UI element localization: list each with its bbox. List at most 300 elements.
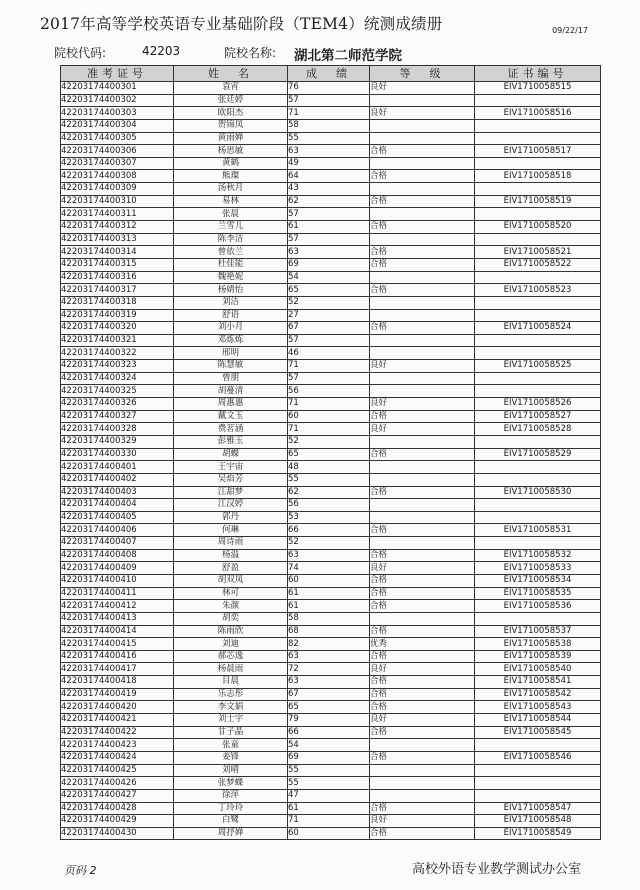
certificate-cell: EIV1710058546 xyxy=(475,751,601,764)
level-cell: 合格 xyxy=(370,587,475,600)
certificate-cell: EIV1710058523 xyxy=(475,284,601,297)
table-row xyxy=(61,524,601,537)
exam-id-cell: 42203174400409 xyxy=(61,562,174,575)
column-header-score: 成 绩 xyxy=(288,66,370,82)
table-row xyxy=(61,246,601,259)
score-cell: 71 xyxy=(288,360,370,373)
print-date: 09/22/17 xyxy=(552,26,588,35)
certificate-cell xyxy=(475,347,601,360)
score-cell: 61 xyxy=(288,600,370,613)
student-name-cell: 朱颜 xyxy=(174,600,288,613)
student-name-cell: 张梦蝶 xyxy=(174,777,288,790)
exam-id-cell: 42203174400301 xyxy=(61,82,174,95)
score-cell: 71 xyxy=(288,423,370,436)
certificate-cell: EIV1710058541 xyxy=(475,676,601,689)
table-row xyxy=(61,638,601,651)
student-name-cell: 王宇宙 xyxy=(174,461,288,474)
certificate-cell: EIV1710058526 xyxy=(475,398,601,411)
certificate-cell xyxy=(475,132,601,145)
exam-id-cell: 42203174400309 xyxy=(61,183,174,196)
level-cell: 合格 xyxy=(370,258,475,271)
certificate-cell: EIV1710058527 xyxy=(475,410,601,423)
student-name-cell: 胡蝶 xyxy=(174,448,288,461)
student-name-cell: 甘子晶 xyxy=(174,726,288,739)
level-cell xyxy=(370,739,475,752)
certificate-cell: EIV1710058516 xyxy=(475,107,601,120)
certificate-cell: EIV1710058529 xyxy=(475,448,601,461)
score-cell: 82 xyxy=(288,638,370,651)
certificate-cell: EIV1710058531 xyxy=(475,524,601,537)
certificate-cell: EIV1710058547 xyxy=(475,802,601,815)
student-name-cell: 欧阳杰 xyxy=(174,107,288,120)
score-cell: 55 xyxy=(288,132,370,145)
table-row xyxy=(61,435,601,448)
exam-id-cell: 42203174400407 xyxy=(61,537,174,550)
level-cell xyxy=(370,764,475,777)
level-cell: 合格 xyxy=(370,410,475,423)
table-row xyxy=(61,183,601,196)
certificate-cell xyxy=(475,119,601,132)
certificate-cell xyxy=(475,372,601,385)
student-name-cell: 魏艳妮 xyxy=(174,271,288,284)
level-cell: 良好 xyxy=(370,107,475,120)
student-name-cell: 刘洁 xyxy=(174,296,288,309)
table-row xyxy=(61,258,601,271)
exam-id-cell: 42203174400426 xyxy=(61,777,174,790)
score-cell: 71 xyxy=(288,398,370,411)
certificate-cell: EIV1710058530 xyxy=(475,486,601,499)
exam-id-cell: 42203174400406 xyxy=(61,524,174,537)
score-cell: 63 xyxy=(288,650,370,663)
student-name-cell: 舒盈 xyxy=(174,562,288,575)
table-row xyxy=(61,789,601,802)
level-cell: 合格 xyxy=(370,170,475,183)
certificate-cell: EIV1710058543 xyxy=(475,701,601,714)
school-code-label: 院校代码: xyxy=(54,46,107,60)
score-cell: 43 xyxy=(288,183,370,196)
exam-id-cell: 42203174400412 xyxy=(61,600,174,613)
level-cell xyxy=(370,309,475,322)
student-name-cell: 林可 xyxy=(174,587,288,600)
certificate-cell xyxy=(475,208,601,221)
exam-id-cell: 42203174400320 xyxy=(61,322,174,335)
table-row xyxy=(61,334,601,347)
certificate-cell: EIV1710058538 xyxy=(475,638,601,651)
score-cell: 61 xyxy=(288,802,370,815)
table-row xyxy=(61,284,601,297)
student-name-cell: 刘迪 xyxy=(174,638,288,651)
level-cell xyxy=(370,157,475,170)
exam-id-cell: 42203174400330 xyxy=(61,448,174,461)
exam-id-cell: 42203174400310 xyxy=(61,195,174,208)
level-cell: 合格 xyxy=(370,650,475,663)
score-cell: 60 xyxy=(288,827,370,840)
table-row xyxy=(61,549,601,562)
table-row xyxy=(61,157,601,170)
level-cell: 良好 xyxy=(370,360,475,373)
level-cell xyxy=(370,119,475,132)
exam-id-cell: 42203174400324 xyxy=(61,372,174,385)
student-name-cell: 贺锦凤 xyxy=(174,119,288,132)
table-row xyxy=(61,107,601,120)
score-cell: 69 xyxy=(288,258,370,271)
student-name-cell: 张童 xyxy=(174,739,288,752)
level-cell xyxy=(370,233,475,246)
table-row xyxy=(61,145,601,158)
exam-id-cell: 42203174400421 xyxy=(61,714,174,727)
certificate-cell xyxy=(475,94,601,107)
exam-id-cell: 42203174400430 xyxy=(61,827,174,840)
score-cell: 52 xyxy=(288,537,370,550)
student-name-cell: 彭雅玉 xyxy=(174,435,288,448)
score-cell: 54 xyxy=(288,739,370,752)
student-name-cell: 乐志彤 xyxy=(174,688,288,701)
score-cell: 65 xyxy=(288,284,370,297)
certificate-cell: EIV1710058515 xyxy=(475,82,601,95)
score-cell: 55 xyxy=(288,777,370,790)
student-name-cell: 杨溢 xyxy=(174,549,288,562)
student-name-cell: 杨婧怡 xyxy=(174,284,288,297)
exam-id-cell: 42203174400303 xyxy=(61,107,174,120)
table-row xyxy=(61,195,601,208)
level-cell: 良好 xyxy=(370,714,475,727)
student-name-cell: 姜锋 xyxy=(174,751,288,764)
student-name-cell: 胡奕 xyxy=(174,612,288,625)
exam-id-cell: 42203174400410 xyxy=(61,574,174,587)
school-code: 42203 xyxy=(142,44,181,58)
score-cell: 67 xyxy=(288,322,370,335)
level-cell: 合格 xyxy=(370,284,475,297)
level-cell xyxy=(370,612,475,625)
score-cell: 76 xyxy=(288,82,370,95)
exam-id-cell: 42203174400427 xyxy=(61,789,174,802)
table-row xyxy=(61,499,601,512)
score-cell: 57 xyxy=(288,208,370,221)
score-cell: 63 xyxy=(288,145,370,158)
student-name-cell: 曾依兰 xyxy=(174,246,288,259)
certificate-cell: EIV1710058532 xyxy=(475,549,601,562)
student-name-cell: 曾朋 xyxy=(174,372,288,385)
exam-id-cell: 42203174400408 xyxy=(61,549,174,562)
level-cell: 合格 xyxy=(370,246,475,259)
student-name-cell: 陈慧敏 xyxy=(174,360,288,373)
table-row xyxy=(61,537,601,550)
score-cell: 57 xyxy=(288,233,370,246)
score-cell: 58 xyxy=(288,119,370,132)
level-cell: 合格 xyxy=(370,726,475,739)
score-cell: 71 xyxy=(288,815,370,828)
score-cell: 60 xyxy=(288,410,370,423)
table-row xyxy=(61,296,601,309)
certificate-cell: EIV1710058534 xyxy=(475,574,601,587)
exam-id-cell: 42203174400313 xyxy=(61,233,174,246)
table-header-row xyxy=(61,66,601,82)
score-cell: 69 xyxy=(288,751,370,764)
student-name-cell: 邓炼炼 xyxy=(174,334,288,347)
score-cell: 56 xyxy=(288,499,370,512)
score-cell: 52 xyxy=(288,435,370,448)
table-row xyxy=(61,574,601,587)
grades-table xyxy=(60,65,601,840)
level-cell xyxy=(370,372,475,385)
exam-id-cell: 42203174400319 xyxy=(61,309,174,322)
table-row xyxy=(61,751,601,764)
score-cell: 58 xyxy=(288,612,370,625)
table-row xyxy=(61,714,601,727)
certificate-cell xyxy=(475,233,601,246)
level-cell: 合格 xyxy=(370,322,475,335)
table-row xyxy=(61,802,601,815)
student-name-cell: 戴文玉 xyxy=(174,410,288,423)
certificate-cell xyxy=(475,309,601,322)
exam-id-cell: 42203174400325 xyxy=(61,385,174,398)
certificate-cell xyxy=(475,499,601,512)
page-number: 页码 2 xyxy=(64,864,97,877)
score-cell: 65 xyxy=(288,701,370,714)
score-cell: 66 xyxy=(288,726,370,739)
score-cell: 72 xyxy=(288,663,370,676)
certificate-cell: EIV1710058517 xyxy=(475,145,601,158)
student-name-cell: 郭丹 xyxy=(174,511,288,524)
score-cell: 27 xyxy=(288,309,370,322)
score-cell: 54 xyxy=(288,271,370,284)
score-cell: 47 xyxy=(288,789,370,802)
certificate-cell: EIV1710058533 xyxy=(475,562,601,575)
level-cell: 合格 xyxy=(370,549,475,562)
level-cell: 合格 xyxy=(370,145,475,158)
level-cell xyxy=(370,461,475,474)
level-cell xyxy=(370,511,475,524)
score-cell: 56 xyxy=(288,385,370,398)
student-name-cell: 胡蔓清 xyxy=(174,385,288,398)
student-name-cell: 胡双凤 xyxy=(174,574,288,587)
table-row xyxy=(61,676,601,689)
document-title: 2017年高等学校英语专业基础阶段（TEM4）统测成绩册 xyxy=(40,15,443,33)
certificate-cell xyxy=(475,537,601,550)
exam-id-cell: 42203174400306 xyxy=(61,145,174,158)
score-cell: 57 xyxy=(288,94,370,107)
level-cell xyxy=(370,777,475,790)
certificate-cell: EIV1710058540 xyxy=(475,663,601,676)
exam-id-cell: 42203174400405 xyxy=(61,511,174,524)
table-row xyxy=(61,663,601,676)
column-header-name: 姓 名 xyxy=(174,66,288,82)
certificate-cell xyxy=(475,511,601,524)
table-row xyxy=(61,815,601,828)
level-cell xyxy=(370,296,475,309)
table-row xyxy=(61,701,601,714)
school-info xyxy=(54,44,594,62)
student-name-cell: 袁宵 xyxy=(174,82,288,95)
score-cell: 61 xyxy=(288,221,370,234)
level-cell: 合格 xyxy=(370,625,475,638)
certificate-cell: EIV1710058542 xyxy=(475,688,601,701)
exam-id-cell: 42203174400326 xyxy=(61,398,174,411)
student-name-cell: 刘士宇 xyxy=(174,714,288,727)
certificate-cell: EIV1710058519 xyxy=(475,195,601,208)
exam-id-cell: 42203174400423 xyxy=(61,739,174,752)
level-cell: 合格 xyxy=(370,486,475,499)
student-name-cell: 汤秋月 xyxy=(174,183,288,196)
score-cell: 66 xyxy=(288,524,370,537)
certificate-cell: EIV1710058518 xyxy=(475,170,601,183)
level-cell xyxy=(370,537,475,550)
exam-id-cell: 42203174400422 xyxy=(61,726,174,739)
certificate-cell: EIV1710058525 xyxy=(475,360,601,373)
level-cell xyxy=(370,473,475,486)
exam-id-cell: 42203174400415 xyxy=(61,638,174,651)
level-cell: 合格 xyxy=(370,751,475,764)
exam-id-cell: 42203174400403 xyxy=(61,486,174,499)
table-row xyxy=(61,271,601,284)
certificate-cell xyxy=(475,461,601,474)
exam-id-cell: 42203174400321 xyxy=(61,334,174,347)
certificate-cell xyxy=(475,385,601,398)
score-cell: 63 xyxy=(288,549,370,562)
student-name-cell: 周抒婵 xyxy=(174,827,288,840)
level-cell: 良好 xyxy=(370,562,475,575)
level-cell: 合格 xyxy=(370,701,475,714)
exam-id-cell: 42203174400413 xyxy=(61,612,174,625)
table-row xyxy=(61,461,601,474)
exam-id-cell: 42203174400322 xyxy=(61,347,174,360)
column-header-level: 等 级 xyxy=(370,66,475,82)
table-row xyxy=(61,385,601,398)
score-cell: 62 xyxy=(288,195,370,208)
level-cell: 良好 xyxy=(370,663,475,676)
exam-id-cell: 42203174400315 xyxy=(61,258,174,271)
certificate-cell: EIV1710058544 xyxy=(475,714,601,727)
table-row xyxy=(61,423,601,436)
table-row xyxy=(61,688,601,701)
student-name-cell: 江甜梦 xyxy=(174,486,288,499)
score-cell: 74 xyxy=(288,562,370,575)
exam-id-cell: 42203174400312 xyxy=(61,221,174,234)
table-row xyxy=(61,170,601,183)
exam-id-cell: 42203174400429 xyxy=(61,815,174,828)
student-name-cell: 吴焰芳 xyxy=(174,473,288,486)
student-name-cell: 费茗涵 xyxy=(174,423,288,436)
student-name-cell: 江汉婷 xyxy=(174,499,288,512)
exam-id-cell: 42203174400401 xyxy=(61,461,174,474)
level-cell xyxy=(370,499,475,512)
student-name-cell: 李文娟 xyxy=(174,701,288,714)
student-name-cell: 陈李洁 xyxy=(174,233,288,246)
score-cell: 52 xyxy=(288,296,370,309)
score-cell: 61 xyxy=(288,587,370,600)
table-row xyxy=(61,486,601,499)
table-row xyxy=(61,827,601,840)
exam-id-cell: 42203174400329 xyxy=(61,435,174,448)
level-cell xyxy=(370,435,475,448)
score-cell: 63 xyxy=(288,246,370,259)
score-cell: 55 xyxy=(288,764,370,777)
score-cell: 46 xyxy=(288,347,370,360)
exam-id-cell: 42203174400402 xyxy=(61,473,174,486)
score-cell: 79 xyxy=(288,714,370,727)
table-body xyxy=(61,82,601,840)
exam-id-cell: 42203174400425 xyxy=(61,764,174,777)
table-row xyxy=(61,600,601,613)
exam-id-cell: 42203174400316 xyxy=(61,271,174,284)
table-row xyxy=(61,764,601,777)
table-row xyxy=(61,587,601,600)
level-cell xyxy=(370,94,475,107)
exam-id-cell: 42203174400416 xyxy=(61,650,174,663)
student-name-cell: 刘晴 xyxy=(174,764,288,777)
table-row xyxy=(61,511,601,524)
student-name-cell: 郝芯逸 xyxy=(174,650,288,663)
exam-id-cell: 42203174400327 xyxy=(61,410,174,423)
level-cell: 合格 xyxy=(370,221,475,234)
score-cell: 48 xyxy=(288,461,370,474)
table-row xyxy=(61,82,601,95)
student-name-cell: 熊璨 xyxy=(174,170,288,183)
certificate-cell xyxy=(475,777,601,790)
score-cell: 67 xyxy=(288,688,370,701)
exam-id-cell: 42203174400302 xyxy=(61,94,174,107)
student-name-cell: 杨晨雨 xyxy=(174,663,288,676)
table-row xyxy=(61,360,601,373)
level-cell: 合格 xyxy=(370,688,475,701)
student-name-cell: 陈雨欣 xyxy=(174,625,288,638)
certificate-cell xyxy=(475,435,601,448)
certificate-cell xyxy=(475,612,601,625)
table-row xyxy=(61,322,601,335)
level-cell: 合格 xyxy=(370,574,475,587)
table-row xyxy=(61,132,601,145)
school-name: 湖北第二师范学院 xyxy=(294,48,402,64)
exam-id-cell: 42203174400418 xyxy=(61,676,174,689)
table-row xyxy=(61,119,601,132)
score-cell: 64 xyxy=(288,170,370,183)
level-cell: 合格 xyxy=(370,827,475,840)
exam-id-cell: 42203174400311 xyxy=(61,208,174,221)
score-cell: 62 xyxy=(288,486,370,499)
table-row xyxy=(61,233,601,246)
student-name-cell: 易林 xyxy=(174,195,288,208)
level-cell: 合格 xyxy=(370,195,475,208)
certificate-cell xyxy=(475,271,601,284)
student-name-cell: 兰雪儿 xyxy=(174,221,288,234)
exam-id-cell: 42203174400411 xyxy=(61,587,174,600)
score-cell: 71 xyxy=(288,107,370,120)
level-cell xyxy=(370,385,475,398)
table-row xyxy=(61,448,601,461)
student-name-cell: 周诗雨 xyxy=(174,537,288,550)
certificate-cell: EIV1710058528 xyxy=(475,423,601,436)
student-name-cell: 何琳 xyxy=(174,524,288,537)
exam-id-cell: 42203174400424 xyxy=(61,751,174,764)
table-row xyxy=(61,208,601,221)
table-row xyxy=(61,372,601,385)
level-cell: 良好 xyxy=(370,398,475,411)
certificate-cell: EIV1710058549 xyxy=(475,827,601,840)
exam-id-cell: 42203174400419 xyxy=(61,688,174,701)
certificate-cell: EIV1710058548 xyxy=(475,815,601,828)
score-cell: 49 xyxy=(288,157,370,170)
exam-id-cell: 42203174400308 xyxy=(61,170,174,183)
exam-id-cell: 42203174400428 xyxy=(61,802,174,815)
certificate-cell xyxy=(475,739,601,752)
score-cell: 57 xyxy=(288,372,370,385)
table-row xyxy=(61,94,601,107)
student-name-cell: 舒语 xyxy=(174,309,288,322)
score-cell: 63 xyxy=(288,676,370,689)
level-cell: 良好 xyxy=(370,82,475,95)
certificate-cell xyxy=(475,473,601,486)
level-cell: 合格 xyxy=(370,448,475,461)
